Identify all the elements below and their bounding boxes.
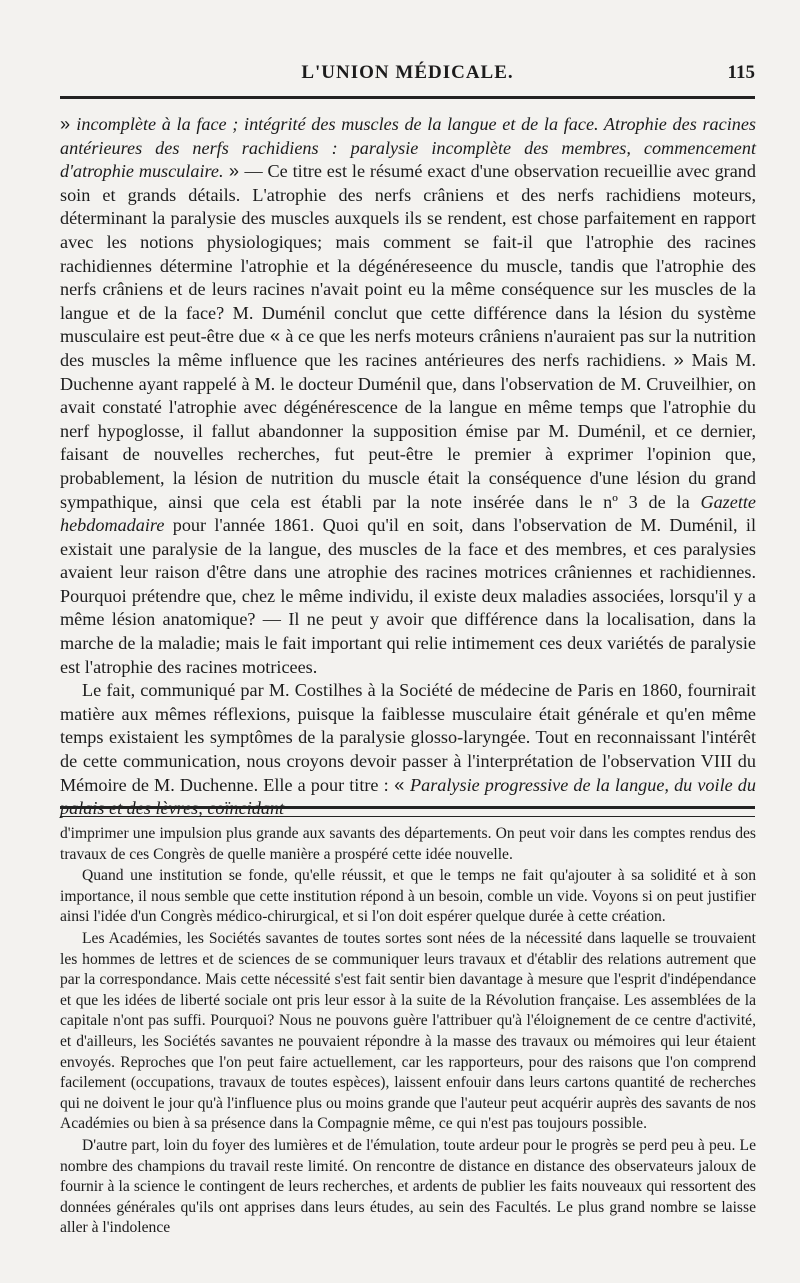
article-text: Mais M. Duchenne ayant rappelé à M. le docteur Duménil que, dans l'observation de M. Cruveilhier, on avait constaté l'atrophie avec dégénérescence de la langue en même temps que l'atrophie du nerf hypoglosse, il fallut abandonner la supposition émise par M. Duménil, et ce dernier, faisant de nouvelles recherches, fut peut-être le premier à exprimer l'opinion que, probablement, la lésion de nutrition du muscle était la conséquence d'une lésion du grand sympathique, ainsi que cela est établi par la note insérée dans le nº 3 de la [60,349,756,512]
journal-reference-italic: Gazette hebdomadaire [60,491,756,536]
journal-title: L'UNION MÉDICALE. [301,62,514,83]
quote-mark: » [665,349,692,370]
page-number: 115 [727,62,755,83]
quoted-title-italic: incomplète à la face ; intégrité des muscles de la langue et de la face. Atrophie des racines antérieures des nerfs rachidiens : paralysie incomplète des membres, commencement d'atrophie musculaire. [60,114,756,182]
quote-mark: » [223,161,245,182]
header-rule [60,96,755,99]
quoted-text: à ce que les nerfs moteurs crâniens n'auraient pas sur la nutrition des muscles la même influence que les racines antérieures des nerfs rachidiens. [60,326,756,370]
article-paragraph [60,679,756,821]
running-header [60,62,755,90]
feuilleton-paragraph: d'imprimer une impulsion plus grande aux savants des départements. On peut voir dans les comptes rendus des travaux de ces Congrès de quelle manière a prospéré cette idée nouvelle. [60,825,756,863]
quoted-title-italic: Paralysie progressive de la langue, du voile du palais et des lèvres, coïncidant [60,774,756,819]
article-text: pour l'année 1861. Quoi qu'il en soit, dans l'observation de M. Duménil, il existait une paralysie de la langue, des muscles de la face et des membres, et ces paralysies avaient leur raison d'être dans une atrophie des racines motrices crâniennes et rachidiennes. Pourquoi prétendre que, chez le même individu, il existe deux maladies associées, lorsqu'il y a même lésion anatomique? — Il ne peut y avoir que différence dans la localisation, dans la marche de la maladie; mais le fait important qui relie intimement ces deux variétés de paralysie est l'atrophie des racines motricees. [60,515,757,677]
article-paragraph [60,113,756,679]
feuilleton-paragraph: Quand une institution se fonde, qu'elle réussit, et que le temps ne fait qu'ajouter à sa solidité et à son importance, il nous semble que cette institution répond à un besoin, comble un vide. Voyons si on peut justifier ainsi l'idée d'un Congrès médico-chirurgical, et si l'on doit espérer quelque durée à cette création. [60,867,756,926]
article-text: Le fait, communiqué par M. Costilhes à la Société de médecine de Paris en 1860, fournirait matière aux mêmes réflexions, puisque la faiblesse musculaire était générale et qu'en même temps existaient les symptômes de la paralysie glosso-laryngée. Tout en reconnaissant l'intérêt de cette communication, nous croyons devoir passer à l'interprétation de l'observation VIII du Mémoire de M. Duchenne. Elle a pour titre : [60,680,756,795]
feuilleton-separator [60,806,755,817]
quote-mark: » [60,114,77,134]
main-article [60,113,756,821]
feuilleton-paragraph: D'autre part, loin du foyer des lumières et de l'émulation, toute ardeur pour le progrès se perd peu à peu. Le nombre des champions du travail reste limité. On rencontre de distance en distance des observateurs jaloux de fournir à la science le contingent de leurs recherches, et ardents de publier les faits nouveaux qui ressortent des données générales qu'ils ont apprises dans leurs études, au sein des Facultés. Le plus grand nombre se laisse aller à l'indolence [60,1136,756,1237]
quote-mark: « [388,774,410,795]
article-text: — Ce titre est le résumé exact d'une observation recueillie avec grand soin et grands détails. L'atrophie des nerfs crâniens et des nerfs rachidiens moteurs, déterminant la paralysie des muscles auxquels ils se rendent, est chose parfaitement en rapport avec les notions physiologiques; mais comment se fait-il que l'atrophie des racines rachidiennes détermine l'atrophie et la dégénéreseence du muscle, tandis que l'atrophie des nerfs crâniens et de leurs racines n'avait point eu la même conséquence sur les muscles de la langue et de la face? M. Duménil conclut que cette différence dans la lésion du système musculaire est peut-être due [60,161,756,347]
quote-mark: « [264,326,286,347]
feuilleton-paragraph: Les Académies, les Sociétés savantes de toutes sortes sont nées de la nécessité dans laquelle se trouvaient les hommes de lettres et de sciences de se communiquer leurs travaux et d'établir des relations autrement que par la correspondance. Mais cette nécessité s'est fait sentir bien davantage à mesure que l'esprit d'indépendance et que les idées de liberté sociale ont pris leur essor à la suite de la Révolution française. Les assemblées de la capitale n'ont pas suffi. Pourquoi? Nous ne pouvons guère l'attribuer qu'à l'éloignement de ce centre d'activité, et d'ailleurs, les Sociétés savantes ne pouvaient répondre à la masse des travaux ou mémoires qui leur étaient envoyés. Reproches que l'on peut faire actuellement, car les rapporteurs, pour des raisons que l'on comprend facilement (occupations, travaux de toutes espèces), laissent enfouir dans leurs cartons quantité de recherches qui ne doivent le jour qu'à l'influence plus ou moins grande que l'auteur peut acquérir auprès des savants de nos Académies ou bien à sa présence dans la Compagnie même, ce qui n'est pas toujours possible. [60,929,756,1133]
feuilleton-section [60,824,756,1240]
